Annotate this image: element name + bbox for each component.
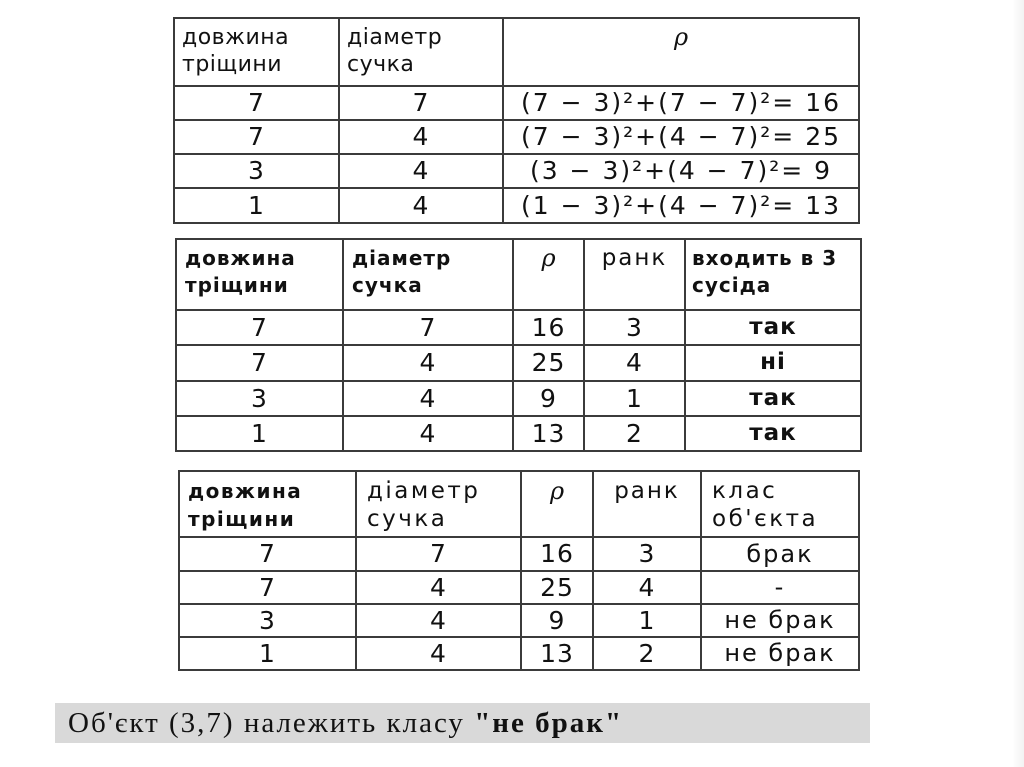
header-line: клас <box>712 478 778 504</box>
cell-in-3-neighbors: ні <box>685 345 861 381</box>
cell-knot-diameter: 4 <box>343 345 513 381</box>
header-line: тріщини <box>182 52 283 77</box>
cell-knot-diameter: 7 <box>339 86 503 120</box>
cell-rank: 3 <box>593 537 701 571</box>
cell-in-3-neighbors: так <box>685 310 861 345</box>
header-row <box>179 471 859 537</box>
cell-knot-diameter: 4 <box>339 188 503 223</box>
table-row <box>174 86 859 120</box>
cell-knot-diameter: 4 <box>356 637 521 670</box>
rank-neighbors-table <box>175 238 862 452</box>
header-line: об'єкта <box>712 506 819 532</box>
cell-object-class: - <box>701 571 859 604</box>
header-line: сучка <box>367 506 448 532</box>
table-row <box>174 154 859 188</box>
cell-crack-length: 3 <box>179 604 356 637</box>
table-row <box>176 345 861 381</box>
cell-distance: 13 <box>513 416 584 451</box>
cell-crack-length: 7 <box>174 86 339 120</box>
header-line: сучка <box>352 273 423 297</box>
cell-rank: 2 <box>584 416 685 451</box>
header-line: входить в 3 <box>692 246 838 270</box>
cell-crack-length: 3 <box>176 381 343 416</box>
cell-distance: 16 <box>521 537 593 571</box>
table-row <box>179 571 859 604</box>
header-rho <box>513 239 584 310</box>
table-row <box>179 637 859 670</box>
header-line: діаметр <box>367 478 481 504</box>
cell-distance: 9 <box>521 604 593 637</box>
cell-knot-diameter: 4 <box>343 416 513 451</box>
cell-knot-diameter: 4 <box>339 154 503 188</box>
cell-object-class: не брак <box>701 604 859 637</box>
cell-rank: 4 <box>584 345 685 381</box>
header-crack-length <box>174 18 339 86</box>
cell-in-3-neighbors: так <box>685 416 861 451</box>
header-line: довжина <box>188 479 303 503</box>
cell-crack-length: 3 <box>174 154 339 188</box>
cell-rank: 4 <box>593 571 701 604</box>
cell-crack-length: 1 <box>179 637 356 670</box>
cell-knot-diameter: 4 <box>339 120 503 154</box>
header-row <box>176 239 861 310</box>
header-line: ранк <box>601 245 668 271</box>
cell-rank: 1 <box>593 604 701 637</box>
distance-calculation-table <box>173 17 860 224</box>
rho-symbol: ρ <box>673 23 689 51</box>
header-rho <box>503 18 859 86</box>
cell-distance: 16 <box>513 310 584 345</box>
cell-crack-length: 1 <box>174 188 339 223</box>
header-line: діаметр <box>347 25 443 50</box>
header-knot-diameter <box>343 239 513 310</box>
cell-crack-length: 1 <box>176 416 343 451</box>
object-class-table <box>178 470 860 671</box>
cell-crack-length: 7 <box>176 310 343 345</box>
cell-crack-length: 7 <box>179 571 356 604</box>
header-rho <box>521 471 593 537</box>
cell-knot-diameter: 7 <box>356 537 521 571</box>
header-crack-length <box>176 239 343 310</box>
conclusion-class-label: "не брак" <box>474 707 624 739</box>
cell-distance-formula: (7 − 3)²+(4 − 7)²= 25 <box>503 120 859 154</box>
cell-object-class: не брак <box>701 637 859 670</box>
table-row <box>179 537 859 571</box>
header-knot-diameter <box>339 18 503 86</box>
header-line: сучка <box>347 52 415 77</box>
header-crack-length <box>179 471 356 537</box>
table-row <box>179 604 859 637</box>
cell-distance: 13 <box>521 637 593 670</box>
cell-crack-length: 7 <box>176 345 343 381</box>
header-line: довжина <box>182 25 290 50</box>
header-rank <box>584 239 685 310</box>
header-line: довжина <box>185 246 296 270</box>
header-object-class <box>701 471 859 537</box>
cell-distance: 25 <box>513 345 584 381</box>
table-row <box>174 188 859 223</box>
header-in-3-neighbors <box>685 239 861 310</box>
table-row <box>176 310 861 345</box>
header-knot-diameter <box>356 471 521 537</box>
header-rank <box>593 471 701 537</box>
cell-knot-diameter: 7 <box>343 310 513 345</box>
cell-rank: 1 <box>584 381 685 416</box>
table-row <box>176 381 861 416</box>
conclusion-box <box>55 703 870 743</box>
header-line: тріщини <box>185 273 289 297</box>
cell-knot-diameter: 4 <box>356 571 521 604</box>
header-line: діаметр <box>352 246 452 270</box>
header-line: тріщини <box>188 507 296 531</box>
cell-distance-formula: (3 − 3)²+(4 − 7)²= 9 <box>503 154 859 188</box>
header-line: ранк <box>614 478 680 504</box>
cell-object-class: брак <box>701 537 859 571</box>
cell-knot-diameter: 4 <box>343 381 513 416</box>
cell-knot-diameter: 4 <box>356 604 521 637</box>
rho-symbol: ρ <box>541 244 556 272</box>
header-line: сусіда <box>692 273 772 297</box>
conclusion-text: Об'єкт (3,7) належить класу <box>68 707 475 739</box>
cell-crack-length: 7 <box>179 537 356 571</box>
cell-distance: 9 <box>513 381 584 416</box>
header-row <box>174 18 859 86</box>
cell-distance-formula: (1 − 3)²+(4 − 7)²= 13 <box>503 188 859 223</box>
cell-rank: 2 <box>593 637 701 670</box>
table-row <box>174 120 859 154</box>
cell-crack-length: 7 <box>174 120 339 154</box>
table-row <box>176 416 861 451</box>
slide-edge-shadow <box>1012 0 1024 767</box>
rho-symbol: ρ <box>549 477 565 505</box>
cell-in-3-neighbors: так <box>685 381 861 416</box>
cell-distance: 25 <box>521 571 593 604</box>
cell-rank: 3 <box>584 310 685 345</box>
cell-distance-formula: (7 − 3)²+(7 − 7)²= 16 <box>503 86 859 120</box>
